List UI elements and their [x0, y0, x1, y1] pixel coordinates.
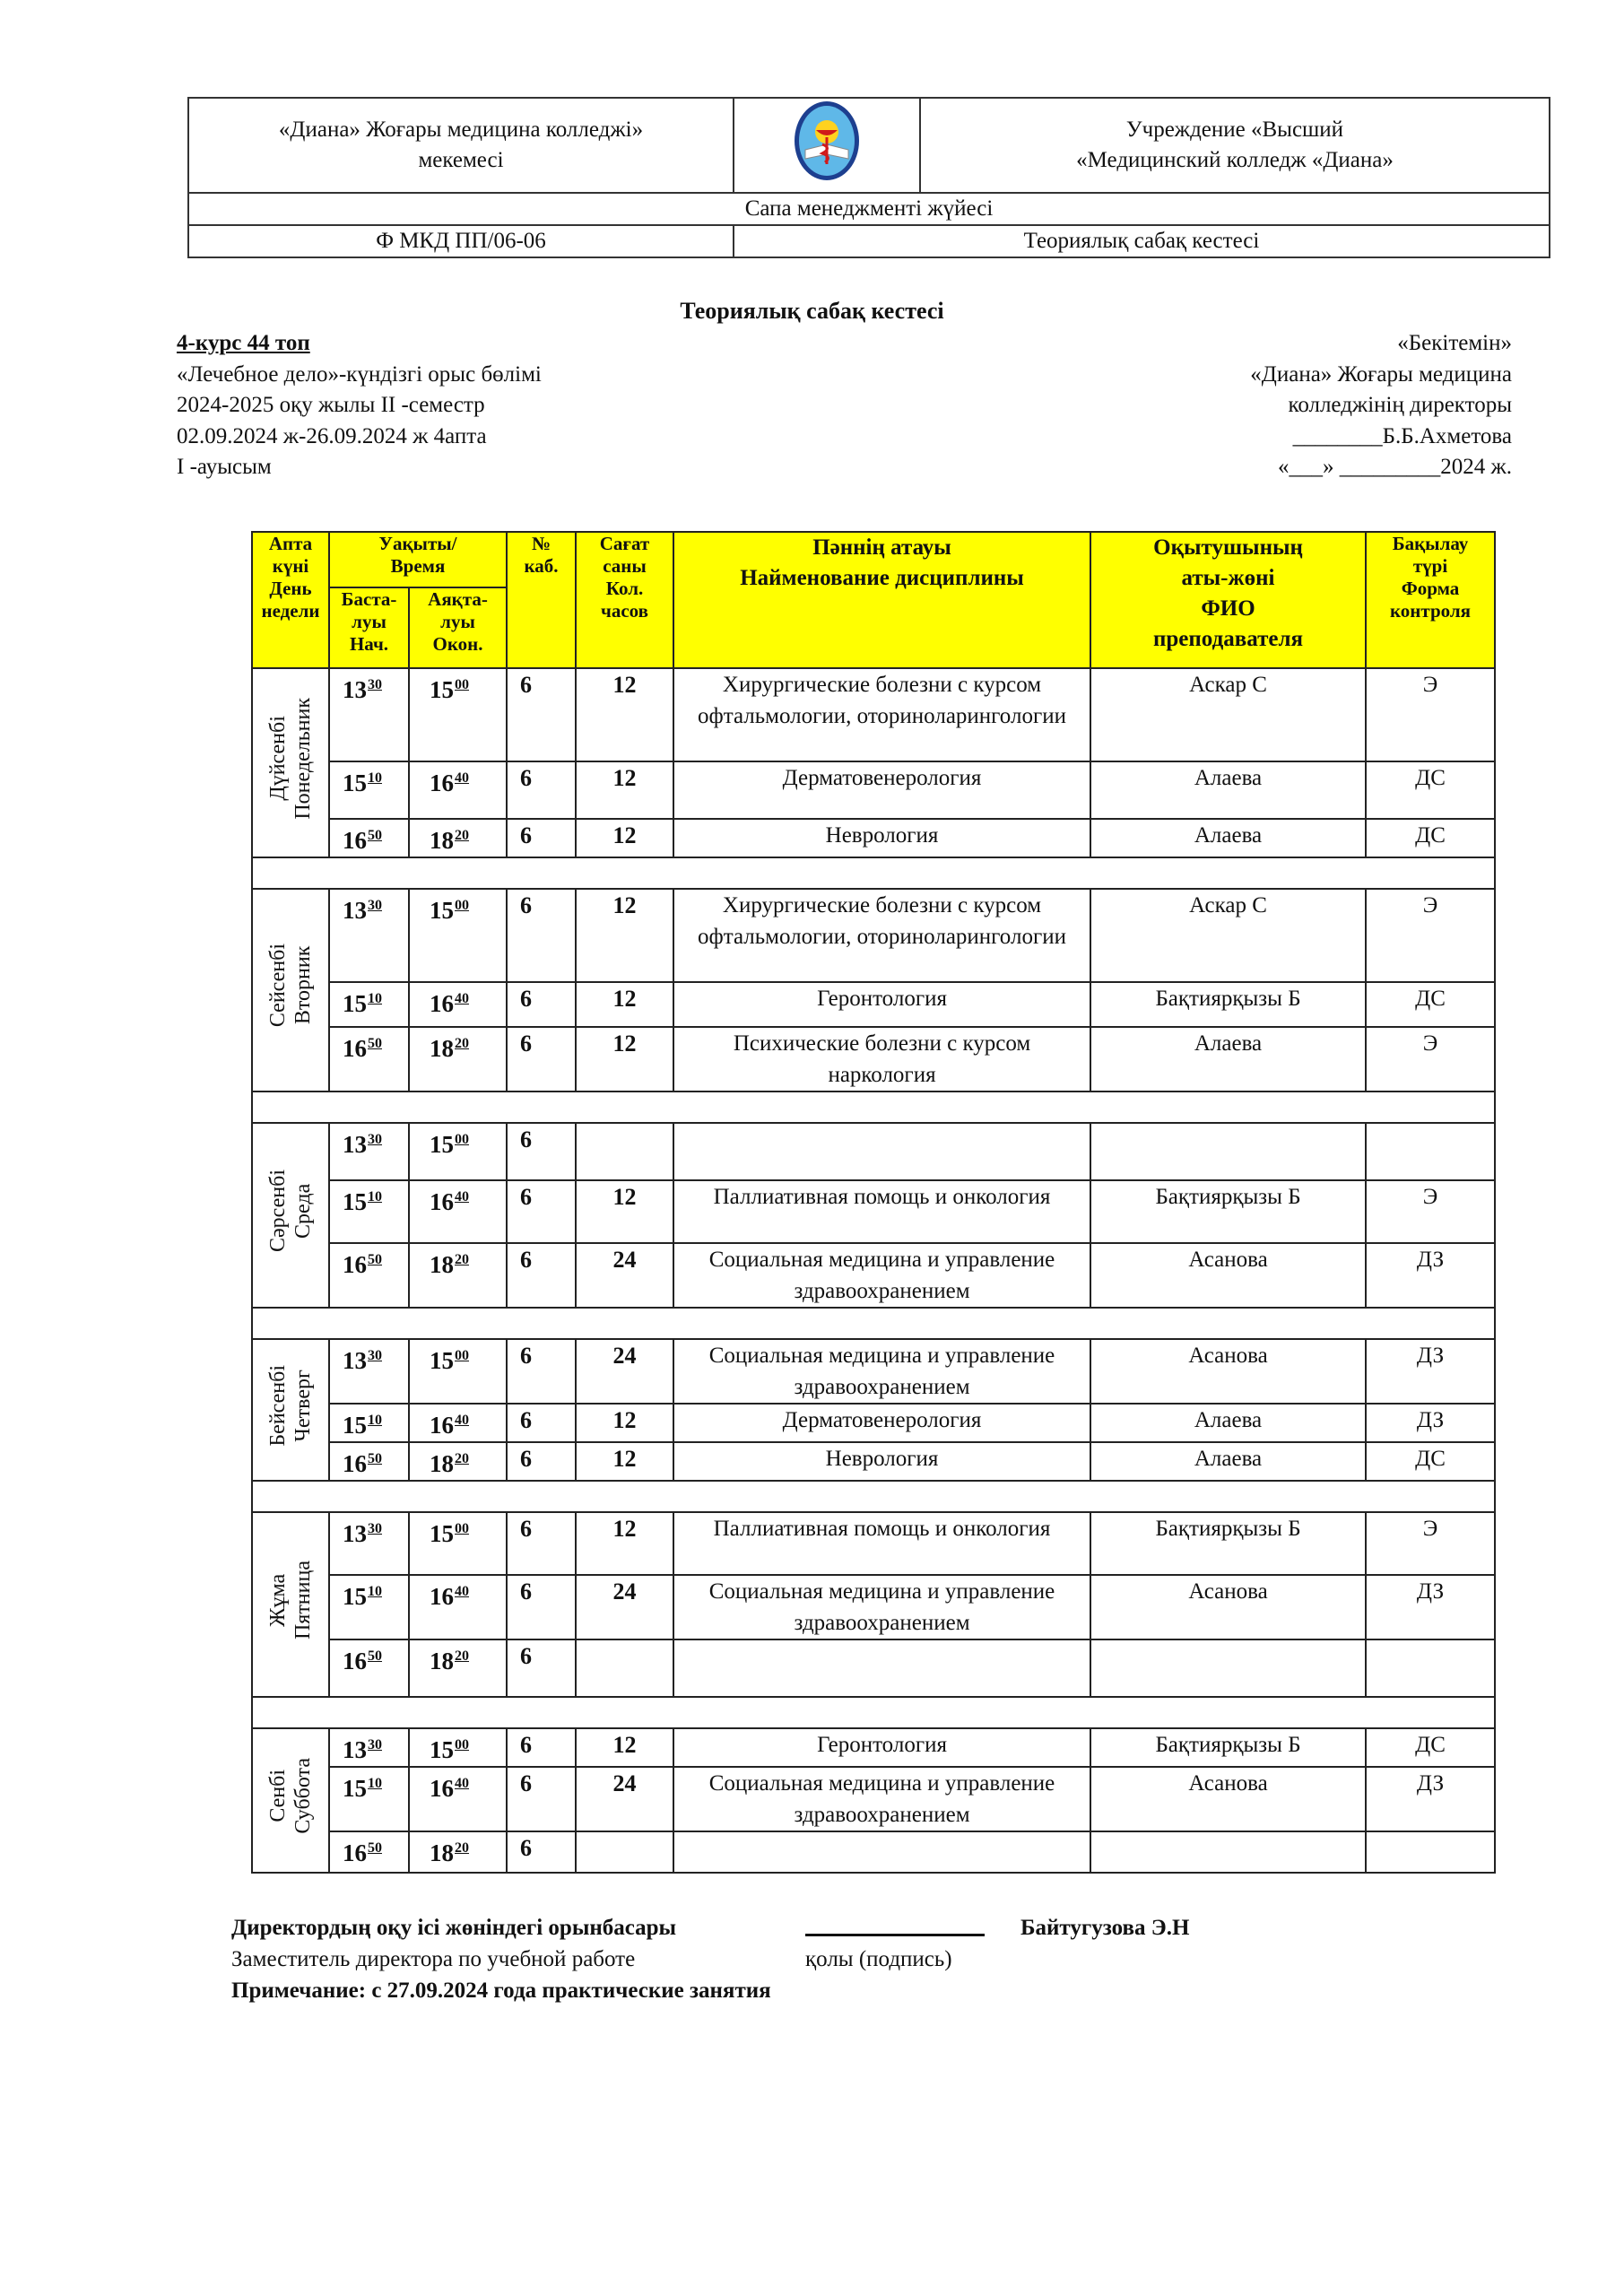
- control-form: ДС: [1366, 1728, 1495, 1767]
- teacher: [1090, 1831, 1366, 1873]
- hours: 12: [576, 668, 673, 761]
- header-cabinet: № каб.: [507, 532, 576, 668]
- discipline: Геронтология: [673, 982, 1090, 1027]
- teacher: Асанова: [1090, 1243, 1366, 1308]
- start-time: $15^{10}$: [329, 1404, 409, 1442]
- end-time: $16^{40}$: [409, 1180, 507, 1243]
- control-form: ДС: [1366, 819, 1495, 857]
- control-form: ДЗ: [1366, 1243, 1495, 1308]
- start-time: $16^{50}$: [329, 1831, 409, 1873]
- control-form: Э: [1366, 1027, 1495, 1091]
- teacher: Асанова: [1090, 1767, 1366, 1831]
- hours: 12: [576, 889, 673, 982]
- teacher: Алаева: [1090, 761, 1366, 819]
- schedule-row: [252, 1512, 1495, 1575]
- end-time: $16^{40}$: [409, 1575, 507, 1639]
- discipline: Паллиативная помощь и онкология: [673, 1512, 1090, 1575]
- discipline: Социальная медицина и управление здравоохранением: [673, 1243, 1090, 1308]
- day-label: Сейсенбі Вторник: [266, 944, 315, 1028]
- hours: 12: [576, 982, 673, 1027]
- cabinet: 6: [507, 1767, 576, 1831]
- academic-year: 2024-2025 оқу жылы II -семестр: [177, 393, 485, 417]
- control-form: Э: [1366, 668, 1495, 761]
- end-time: $18^{20}$: [409, 1442, 507, 1481]
- shift: I -ауысым: [177, 455, 272, 479]
- start-time: $16^{50}$: [329, 819, 409, 857]
- start-time: $13^{30}$: [329, 1123, 409, 1180]
- control-form: ДЗ: [1366, 1767, 1495, 1831]
- hours: 24: [576, 1767, 673, 1831]
- end-time: $15^{00}$: [409, 1123, 507, 1180]
- start-time: $16^{50}$: [329, 1442, 409, 1481]
- separator-cell: [252, 1091, 1495, 1123]
- cabinet: 6: [507, 1728, 576, 1767]
- schedule-row: [252, 819, 1495, 857]
- teacher: Бақтиярқызы Б: [1090, 1180, 1366, 1243]
- schedule-row: [252, 761, 1495, 819]
- day-separator: [252, 1481, 1495, 1512]
- form-name: Теориялық сабақ кестесі: [734, 225, 1550, 257]
- hours: 12: [576, 1728, 673, 1767]
- cabinet: 6: [507, 1404, 576, 1442]
- start-time: $16^{50}$: [329, 1027, 409, 1091]
- cabinet: 6: [507, 668, 576, 761]
- discipline: Дерматовенерология: [673, 761, 1090, 819]
- approve-line3: колледжінің директоры: [1288, 393, 1512, 417]
- day-cell: [252, 1123, 329, 1308]
- teacher: Асанова: [1090, 1575, 1366, 1639]
- discipline: Социальная медицина и управление здравоохранением: [673, 1575, 1090, 1639]
- hours: 24: [576, 1575, 673, 1639]
- end-time: $16^{40}$: [409, 1404, 507, 1442]
- org-name-kz-line2: мекемесі: [418, 148, 504, 172]
- discipline: Хирургические болезни с курсом офтальмологии, оториноларингологии: [673, 668, 1090, 761]
- deputy-name: Байтугузова Э.Н: [1020, 1916, 1190, 1940]
- hours: 12: [576, 1404, 673, 1442]
- schedule-row: [252, 668, 1495, 761]
- control-form: ДЗ: [1366, 1404, 1495, 1442]
- hours: 12: [576, 1442, 673, 1481]
- control-form: [1366, 1639, 1495, 1697]
- cabinet: 6: [507, 1027, 576, 1091]
- discipline: Психические болезни с курсом наркология: [673, 1027, 1090, 1091]
- hours: [576, 1831, 673, 1873]
- hours: [576, 1123, 673, 1180]
- cabinet: 6: [507, 1575, 576, 1639]
- day-label: Дүйсенбі Понедельник: [266, 697, 315, 820]
- quality-system: Сапа менеджменті жүйесі: [188, 193, 1550, 225]
- separator-cell: [252, 1697, 1495, 1728]
- schedule-row: [252, 1575, 1495, 1639]
- department: «Лечебное дело»-күндізгі орыс бөлімі: [177, 361, 542, 387]
- period: 02.09.2024 ж-26.09.2024 ж 4апта: [177, 423, 487, 448]
- end-time: $18^{20}$: [409, 1639, 507, 1697]
- day-separator: [252, 1091, 1495, 1123]
- end-time: $15^{00}$: [409, 1339, 507, 1404]
- separator-cell: [252, 857, 1495, 889]
- end-time: $18^{20}$: [409, 1243, 507, 1308]
- cabinet: 6: [507, 1243, 576, 1308]
- schedule-row: [252, 1243, 1495, 1308]
- hours: 24: [576, 1339, 673, 1404]
- schedule-row: [252, 889, 1495, 982]
- teacher: Бақтиярқызы Б: [1090, 1512, 1366, 1575]
- day-cell: [252, 668, 329, 857]
- end-time: $15^{00}$: [409, 889, 507, 982]
- teacher: Аскар С: [1090, 668, 1366, 761]
- schedule-table: [251, 531, 1496, 1874]
- day-label: Сәрсенбі Среда: [266, 1170, 315, 1252]
- day-label: Жұма Пятница: [266, 1560, 315, 1640]
- control-form: [1366, 1123, 1495, 1180]
- control-form: ДС: [1366, 1442, 1495, 1481]
- start-time: $15^{10}$: [329, 1575, 409, 1639]
- cabinet: 6: [507, 1123, 576, 1180]
- cabinet: 6: [507, 889, 576, 982]
- note: Примечание: с 27.09.2024 года практические занятия: [231, 1979, 771, 2003]
- control-form: ДЗ: [1366, 1575, 1495, 1639]
- start-time: $13^{30}$: [329, 1728, 409, 1767]
- form-code: Ф МКД ПП/06-06: [188, 225, 734, 257]
- discipline: Неврология: [673, 819, 1090, 857]
- control-form: ДС: [1366, 982, 1495, 1027]
- header-time: Уақыты/ Время: [329, 532, 507, 587]
- hours: [576, 1639, 673, 1697]
- hours: 12: [576, 1027, 673, 1091]
- cabinet: 6: [507, 1180, 576, 1243]
- schedule-row: [252, 1728, 1495, 1767]
- schedule-row: [252, 1180, 1495, 1243]
- header-control: Бақылау түрі Форма контроля: [1366, 532, 1495, 668]
- discipline: Паллиативная помощь и онкология: [673, 1180, 1090, 1243]
- day-separator: [252, 857, 1495, 889]
- teacher: Бақтиярқызы Б: [1090, 1728, 1366, 1767]
- approval-block: [1250, 328, 1512, 483]
- hours: 24: [576, 1243, 673, 1308]
- separator-cell: [252, 1481, 1495, 1512]
- discipline: Социальная медицина и управление здравоохранением: [673, 1767, 1090, 1831]
- start-time: $13^{30}$: [329, 1512, 409, 1575]
- schedule-row: [252, 1831, 1495, 1873]
- signature-line: [805, 1934, 985, 1936]
- separator-cell: [252, 1308, 1495, 1339]
- discipline: Дерматовенерология: [673, 1404, 1090, 1442]
- approve-date: «___» _________2024 ж.: [1277, 455, 1512, 479]
- signature-label: қолы (подпись): [805, 1947, 952, 1971]
- cabinet: 6: [507, 982, 576, 1027]
- start-time: $15^{10}$: [329, 1180, 409, 1243]
- course-group: 4-курс 44 топ: [177, 331, 310, 355]
- day-cell: [252, 1339, 329, 1481]
- day-label: Сенбі Суббота: [266, 1758, 315, 1834]
- cabinet: 6: [507, 1512, 576, 1575]
- header-end: Аяқта- луы Окон.: [409, 587, 507, 668]
- start-time: $13^{30}$: [329, 889, 409, 982]
- control-form: Э: [1366, 1180, 1495, 1243]
- director-signature: ________Б.Б.Ахметова: [1292, 423, 1512, 448]
- start-time: $16^{50}$: [329, 1639, 409, 1697]
- cabinet: 6: [507, 761, 576, 819]
- org-name-ru: [920, 98, 1550, 193]
- org-name-ru-line1: Учреждение «Высший: [1125, 117, 1344, 142]
- end-time: $15^{00}$: [409, 1512, 507, 1575]
- header-day: Апта күні День недели: [252, 532, 329, 668]
- group-info: [177, 328, 542, 483]
- end-time: $18^{20}$: [409, 819, 507, 857]
- schedule-row: [252, 1442, 1495, 1481]
- teacher: [1090, 1123, 1366, 1180]
- start-time: $15^{10}$: [329, 1767, 409, 1831]
- control-form: Э: [1366, 889, 1495, 982]
- hours: 12: [576, 1512, 673, 1575]
- start-time: $15^{10}$: [329, 982, 409, 1027]
- hours: 12: [576, 1180, 673, 1243]
- header-start: Баста- луы Нач.: [329, 587, 409, 668]
- start-time: $15^{10}$: [329, 761, 409, 819]
- control-form: ДС: [1366, 761, 1495, 819]
- schedule-row: [252, 1404, 1495, 1442]
- schedule-row: [252, 1767, 1495, 1831]
- header-teacher: Оқытушының аты-жөні ФИО преподавателя: [1090, 532, 1366, 668]
- discipline: Социальная медицина и управление здравоохранением: [673, 1339, 1090, 1404]
- discipline: [673, 1639, 1090, 1697]
- discipline: Геронтология: [673, 1728, 1090, 1767]
- header-hours: Сағат саны Кол. часов: [576, 532, 673, 668]
- form-header: [187, 97, 1550, 258]
- teacher: Алаева: [1090, 819, 1366, 857]
- control-form: Э: [1366, 1512, 1495, 1575]
- org-name-kz: [188, 98, 734, 193]
- hours: 12: [576, 761, 673, 819]
- teacher: Алаева: [1090, 1442, 1366, 1481]
- org-name-ru-line2: «Медицинский колледж «Диана»: [1076, 148, 1394, 172]
- start-time: $13^{30}$: [329, 668, 409, 761]
- approve-label: «Бекітемін»: [1397, 331, 1512, 355]
- end-time: $15^{00}$: [409, 668, 507, 761]
- schedule-row: [252, 982, 1495, 1027]
- page-title: Теориялық сабақ кестесі: [680, 298, 944, 324]
- cabinet: 6: [507, 1831, 576, 1873]
- logo-cell: [734, 98, 920, 193]
- schedule-row: [252, 1639, 1495, 1697]
- day-cell: [252, 1728, 329, 1873]
- end-time: $15^{00}$: [409, 1728, 507, 1767]
- cabinet: 6: [507, 1442, 576, 1481]
- day-separator: [252, 1697, 1495, 1728]
- teacher: Алаева: [1090, 1404, 1366, 1442]
- college-emblem-icon: [793, 100, 861, 182]
- footer: [231, 1912, 1190, 2006]
- deputy-title-kz: Директордың оқу ісі жөніндегі орынбасары: [231, 1916, 677, 1940]
- cabinet: 6: [507, 1639, 576, 1697]
- day-separator: [252, 1308, 1495, 1339]
- start-time: $16^{50}$: [329, 1243, 409, 1308]
- schedule-row: [252, 1339, 1495, 1404]
- end-time: $16^{40}$: [409, 761, 507, 819]
- discipline: Хирургические болезни с курсом офтальмологии, оториноларингологии: [673, 889, 1090, 982]
- end-time: $16^{40}$: [409, 982, 507, 1027]
- deputy-title-ru: Заместитель директора по учебной работе: [231, 1947, 636, 1971]
- day-cell: [252, 1512, 329, 1697]
- teacher: Бақтиярқызы Б: [1090, 982, 1366, 1027]
- end-time: $18^{20}$: [409, 1831, 507, 1873]
- teacher: Алаева: [1090, 1027, 1366, 1091]
- schedule-row: [252, 1123, 1495, 1180]
- cabinet: 6: [507, 819, 576, 857]
- end-time: $16^{40}$: [409, 1767, 507, 1831]
- teacher: Асанова: [1090, 1339, 1366, 1404]
- discipline: Неврология: [673, 1442, 1090, 1481]
- control-form: [1366, 1831, 1495, 1873]
- approve-line2: «Диана» Жоғары медицина: [1250, 361, 1512, 387]
- teacher: [1090, 1639, 1366, 1697]
- day-cell: [252, 889, 329, 1091]
- control-form: ДЗ: [1366, 1339, 1495, 1404]
- end-time: $18^{20}$: [409, 1027, 507, 1091]
- discipline: [673, 1123, 1090, 1180]
- cabinet: 6: [507, 1339, 576, 1404]
- teacher: Аскар С: [1090, 889, 1366, 982]
- schedule-row: [252, 1027, 1495, 1091]
- discipline: [673, 1831, 1090, 1873]
- header-discipline: Пәннің атауы Найменование дисциплины: [673, 532, 1090, 668]
- day-label: Бейсенбі Четверг: [266, 1364, 315, 1447]
- hours: 12: [576, 819, 673, 857]
- org-name-kz-line1: «Диана» Жоғары медицина колледжі»: [278, 117, 644, 142]
- start-time: $13^{30}$: [329, 1339, 409, 1404]
